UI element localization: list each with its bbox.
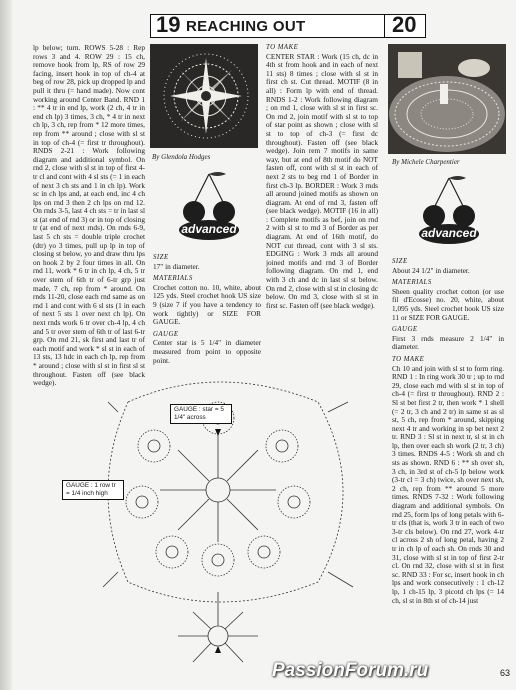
gauge-heading: GAUGE — [153, 330, 179, 338]
gauge-rows-text: GAUGE : 1 row tr = 1/4 inch high — [66, 482, 116, 497]
instructions-text-2: CENTER STAR : Work (15 ch, dc in 4th st from hook and in each of next 11 sts) 8 times ; close with sl st in first ch st. Cut thread. MOTIF (8 in all) : Form lp with end of thread. RNDS 1-2 : Work following diagram ; on rnd 1, close with sl st in first sc. On rnd 2, join motif with sl st to top of star point as shown ; close with sl st to top of ch-3 (= first dc throughout). Fasten off (see black wedge). Join rem 7 motifs in same way, but at end of 8th motif do NOT fasten off, cont with sl st in each of next 2 sts to beg rnd 1 of Border in first ch-3 lp. BORDER : Work 3 rnds all around joined motifs as shown on diagram. At end of rnd 3, fasten off (see black wedge). MOTIF (16 in all) : Complete motifs as bef, join on rnd 2 with sl st to rnd 3 of Border as per diagram. At end of 16th motif, do NOT cut thread, cont with 3 sl sts. EDGING : Work 3 rnds all around joined motifs and rnd 3 of Border following diagram. On rnd 1, end with 3 ch and dc in last sl st below. On rnd 2, close with sl st in closing dc below. On rnd 3, close with sl st in first sc. Fasten off (see black wedge). — [266, 51, 378, 310]
gauge-label-rows — [62, 480, 124, 500]
materials-heading: MATERIALS — [153, 275, 193, 283]
gauge-label-star — [170, 404, 232, 424]
advanced-badge-label-20: advanced — [421, 226, 477, 240]
to-make-heading: TO MAKE — [266, 44, 299, 51]
advanced-badge-19 — [172, 168, 246, 248]
designer-credit-20: By Michele Charpentier — [392, 158, 460, 166]
gauge-text-20: First 3 rnds measure 2 1/4" in diameter. — [392, 333, 504, 352]
doily-photo-19 — [150, 44, 258, 148]
materials-text-20: Sheen quality crochet cotton (or use fil d'Ecosse) no. 20, white, about 1,095 yds. Steel crochet hook US size 11 or SIZE FOR GAUGE. — [392, 286, 504, 322]
materials-block-19 — [153, 250, 261, 370]
tablecloth-20-image — [388, 44, 506, 154]
page-binding-shadow — [0, 0, 12, 690]
size-heading: SIZE — [153, 254, 169, 261]
advanced-badge-20 — [412, 172, 486, 252]
materials-text: Crochet cotton no. 10, white, about 125 yds. Steel crochet hook US size 9 (size 7 if you have a tendency to work tightly) or SIZE FOR GAUGE. — [153, 282, 261, 327]
crochet-diagram — [98, 372, 378, 684]
doily-19-image — [150, 44, 258, 148]
instructions-column-3 — [392, 254, 504, 666]
tablecloth-photo-20 — [388, 44, 506, 154]
advanced-badge-label: advanced — [181, 222, 237, 236]
size-text: 17" in diameter. — [153, 261, 200, 271]
designer-credit-19: By Glendola Hodges — [152, 153, 211, 161]
gauge-text: Center star is 5 1/4" in diameter measured from point to opposite point. — [153, 338, 261, 365]
pattern-number-19: 19 — [156, 12, 181, 37]
instructions-column-2 — [266, 44, 378, 372]
to-make-heading-20: TO MAKE — [392, 355, 425, 363]
watermark: PassionForum.ru — [272, 660, 429, 681]
instructions-text-1: lp below; turn. ROWS 5-28 : Rep rows 3 and 4. ROW 29 : 15 ch, remove hook from lp, RS of row 29 facing, insert hook in top of ch-4 at beg of row 28, pick up dropped lp and pull it thru (= hand made). Now cont working around Center Band. RND 1 : ** 4 tr in end lp, work (2 ch, 4 tr in end ch lp) 3 times, 3 ch, * 4 tr in next ch lp, 3 ch, rep from * 12 more times, rep from ** around ; close with sl st in top of ch-4 (= first tr throughout). RNDS 2-21 : Work following diagram and additional symbol. On rnd 2, close with sl st in top of first 4-tr cl and cont with 4 sl sts (= 1 in each of next 3 ch sts and 1 in ch lp). Work sc in ch lps and, at each end, inc 4 ch lps on rnd 3 then 2 ch lps on rnd 12. On rnds 3-5, last 4 ch sts = tr in last sl st (at end of rnd 3) or in top of closing tr (at end of next rnds). On rnds 6-9, last 5 ch sts = double triple crochet (dtr) yo 3 times, pull up lp in top of closing st below, yo and draw thru lps on hook 2 by 2 four times in all. On rnd 11, work * 6 tr in ch lp, 4 ch, 5 tr over stem of 6th tr of 6-tr grp just made, 7 ch, rep from * around. On rnds 11-20, close each rnd same as on rnd 1 and cont with 6 sl sts (1 in each of next 5 sts 1 over next ch lp). On next rnds work 6 tr over ch-4 lp, 4 ch and 5 tr over stem of 6th tr of last 6-tr grp. On rnd 21, sk first and last tr of each motif and work * sl st in each of 13 sts, 13 hdc in each ch lp, rep from * around ; close with sl st in first sl st throughout. Fasten off (see black wedge). — [33, 44, 145, 388]
pattern-number-20: 20 — [392, 12, 417, 37]
materials-heading-20: MATERIALS — [392, 279, 432, 287]
size-heading-20: SIZE — [392, 258, 408, 265]
size-text-20: About 24 1/2" in diameter. — [392, 265, 470, 275]
gauge-star-text: GAUGE : star = 5 1/4" across — [174, 406, 224, 421]
gauge-heading-20: GAUGE — [392, 326, 418, 334]
to-make-text-20: Ch 10 and join with sl st to form ring. RND 1 : In ring work 30 tr ; up to rnd 29, close each rnd with sl st in top of ch-4 (= first tr throughout). RND 2 : Sl st bet first 2 tr, then work * 1 shell (= 2 tr, 3 ch and 2 tr) in same st as sl st, 5 ch, rep from * around, skipping next 4 tr and working in sp bet next 2 tr. RND 3 : Sl st in next tr, sl st in ch lp, then over each sh work (2 tr, 3 ch) 3 times. RNDS 4-5 : Work sh and ch sts as shown. RND 6 : ** sh over sh, 3 ch, in 3rd st of ch-5 lp below work (3-tr cl = 3 ch) twice, sh over next sh, 2 ch, rep from ** around 5 more times. RNDS 7-32 : Work following diagram and additional symbols. On rnd 25, form lps of long petals with 6-tr cls (that is, work 3 tr in each of two 3-tr cls below). On rnd 27, work 4-tr cl across 2 sh of long petal, having 2 tr in ch lp of each sh. On rnds 30 and 31, close with sl st in top of first 2-tr cl. On rnd 32, close with sl st in first sc. RND 33 : For sc, insert hook in ch lps and work consecutively : 1 ch-12 lp, 1 ch-15 lp, 3 picotd ch lps (= 14 ch, sl st in 8th st of ch-14 just — [392, 363, 504, 605]
page-number: 63 — [500, 668, 511, 678]
pattern-title: REACHING OUT — [186, 18, 306, 35]
